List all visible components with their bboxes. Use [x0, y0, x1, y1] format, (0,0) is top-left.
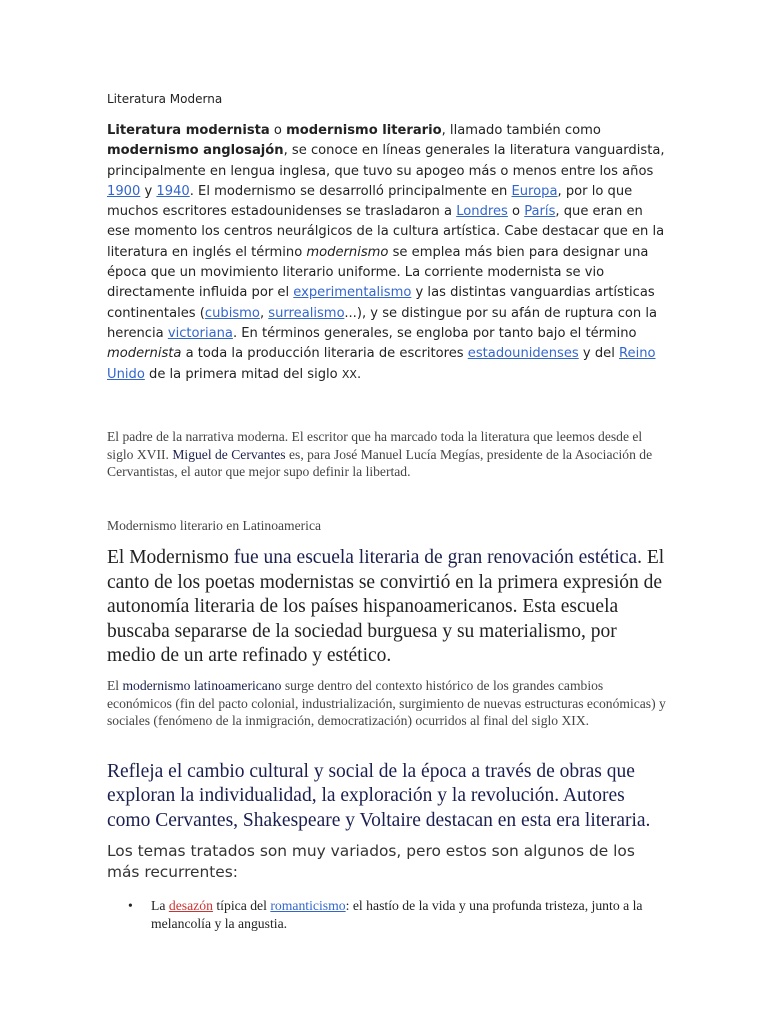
- text-span: , se conoce en líneas generales la literatura vanguardista, principalmente en lengua inglesa, que tuvo su apogeo más o menos entre los años: [107, 143, 665, 179]
- text-span: de la primera mitad del siglo: [144, 366, 342, 382]
- link-1940[interactable]: 1940: [156, 183, 190, 199]
- paragraph-escuela-literaria: [107, 546, 667, 669]
- bold-term: modernismo anglosajón: [107, 143, 284, 159]
- text-span: o: [269, 123, 287, 138]
- link-paris[interactable]: París: [524, 204, 556, 220]
- text-span: ,: [259, 305, 269, 321]
- bullet-icon: •: [128, 898, 133, 913]
- bold-term: Literatura modernista: [107, 123, 270, 138]
- italic-term: modernismo: [306, 244, 389, 260]
- link-1900[interactable]: 1900: [107, 183, 141, 199]
- text-span: El padre de la narrativa moderna. El escritor que ha marcado toda la literatura que leemos desde el siglo XVII.: [107, 429, 643, 462]
- text-span: o: [507, 204, 525, 220]
- text-span: : el hastío de la vida y una profunda tristeza, junto a la melancolía y la angustia.: [151, 898, 643, 931]
- text-span: La: [151, 898, 169, 913]
- link-cubismo[interactable]: cubismo: [204, 305, 260, 321]
- text-span: a toda la producción literaria de escritores: [181, 346, 468, 362]
- paragraph-cambio-cultural: Refleja el cambio cultural y social de la época a través de obras que exploran la individualidad, la exploración y la revolución. Autores como Cervantes, Shakespeare y Voltaire destacan en esta era literaria.: [107, 761, 651, 831]
- text-span: y del: [578, 346, 619, 362]
- link-experimentalismo[interactable]: experimentalismo: [293, 285, 412, 301]
- paragraph-temas: Los temas tratados son muy variados, pero estos son algunos de los más recurrentes:: [107, 842, 635, 882]
- link-estadounidenses[interactable]: estadounidenses: [467, 346, 579, 362]
- text-span: , llamado también como: [441, 123, 601, 138]
- century-numeral: XX: [341, 367, 357, 381]
- text-span: . En términos generales, se engloba por tanto bajo el término: [232, 325, 637, 341]
- text-span: típica del: [212, 898, 271, 913]
- text-span: , por lo que muchos escritores estadounidenses se trasladaron a: [107, 183, 633, 220]
- paragraph-modernismo-anglosajon: [107, 121, 667, 385]
- link-surrealismo[interactable]: surrealismo: [268, 305, 345, 321]
- highlight-term: modernismo latinoamericano: [122, 678, 282, 693]
- text-span: El Modernismo: [107, 547, 234, 568]
- text-span: El: [107, 678, 123, 693]
- section-heading-latinoamerica: Modernismo literario en Latinoamerica: [107, 518, 322, 533]
- text-span: y: [140, 183, 157, 199]
- text-span: ...), y se distingue por su afán de ruptura con la herencia: [107, 305, 658, 341]
- text-span: . El modernismo se desarrolló principalmente en: [189, 183, 512, 199]
- link-victoriana[interactable]: victoriana: [167, 325, 233, 341]
- name-cervantes: Miguel de Cervantes: [172, 446, 286, 462]
- link-desazon[interactable]: desazón: [168, 898, 213, 913]
- paragraph-cervantes: [107, 428, 667, 481]
- themes-list: [128, 897, 668, 932]
- list-item-text: [128, 897, 668, 932]
- text-span: .: [356, 366, 362, 382]
- link-reino-unido[interactable]: Reino Unido: [107, 346, 656, 382]
- text-span: . El canto de los poetas modernistas se convirtió en la primera expresión de autonomía literaria de los países hispanoamericanos. Esta escuela buscaba separarse de la sociedad burguesa y su materialismo, por medio de un arte refinado y estético.: [107, 547, 665, 667]
- link-europa[interactable]: Europa: [511, 183, 558, 199]
- text-span: , que eran en ese momento los centros neurálgicos de la cultura artística. Cabe destacar que en la literatura en inglés el término: [107, 204, 665, 260]
- link-londres[interactable]: Londres: [456, 204, 508, 220]
- bold-term: modernismo literario: [286, 123, 442, 138]
- highlight-phrase: fue una escuela literaria de gran renovación estética: [233, 547, 638, 568]
- paragraph-modernismo-latinoamericano: [107, 677, 667, 730]
- text-span: se emplea más bien para designar una época que un movimiento literario uniforme. La corriente modernista se vio directamente influida por el: [107, 244, 649, 301]
- text-span: y las distintas vanguardias artísticas continentales (: [107, 285, 655, 321]
- text-span: surge dentro del contexto histórico de los grandes cambios económicos (fin del pacto colonial, industrialización, surgimiento de nuevas estructuras económicas) y sociales (fenómeno de la inmigración, democratización) ocurridos al final del siglo XIX.: [107, 678, 666, 729]
- document-title: Literatura Moderna: [107, 92, 223, 106]
- italic-term: modernista: [107, 346, 182, 362]
- list-item: [128, 897, 668, 932]
- text-span: es, para José Manuel Lucía Megías, presidente de la Asociación de Cervantistas, el autor que mejor supo definir la libertad.: [107, 446, 653, 479]
- link-romanticismo[interactable]: romanticismo: [270, 898, 346, 913]
